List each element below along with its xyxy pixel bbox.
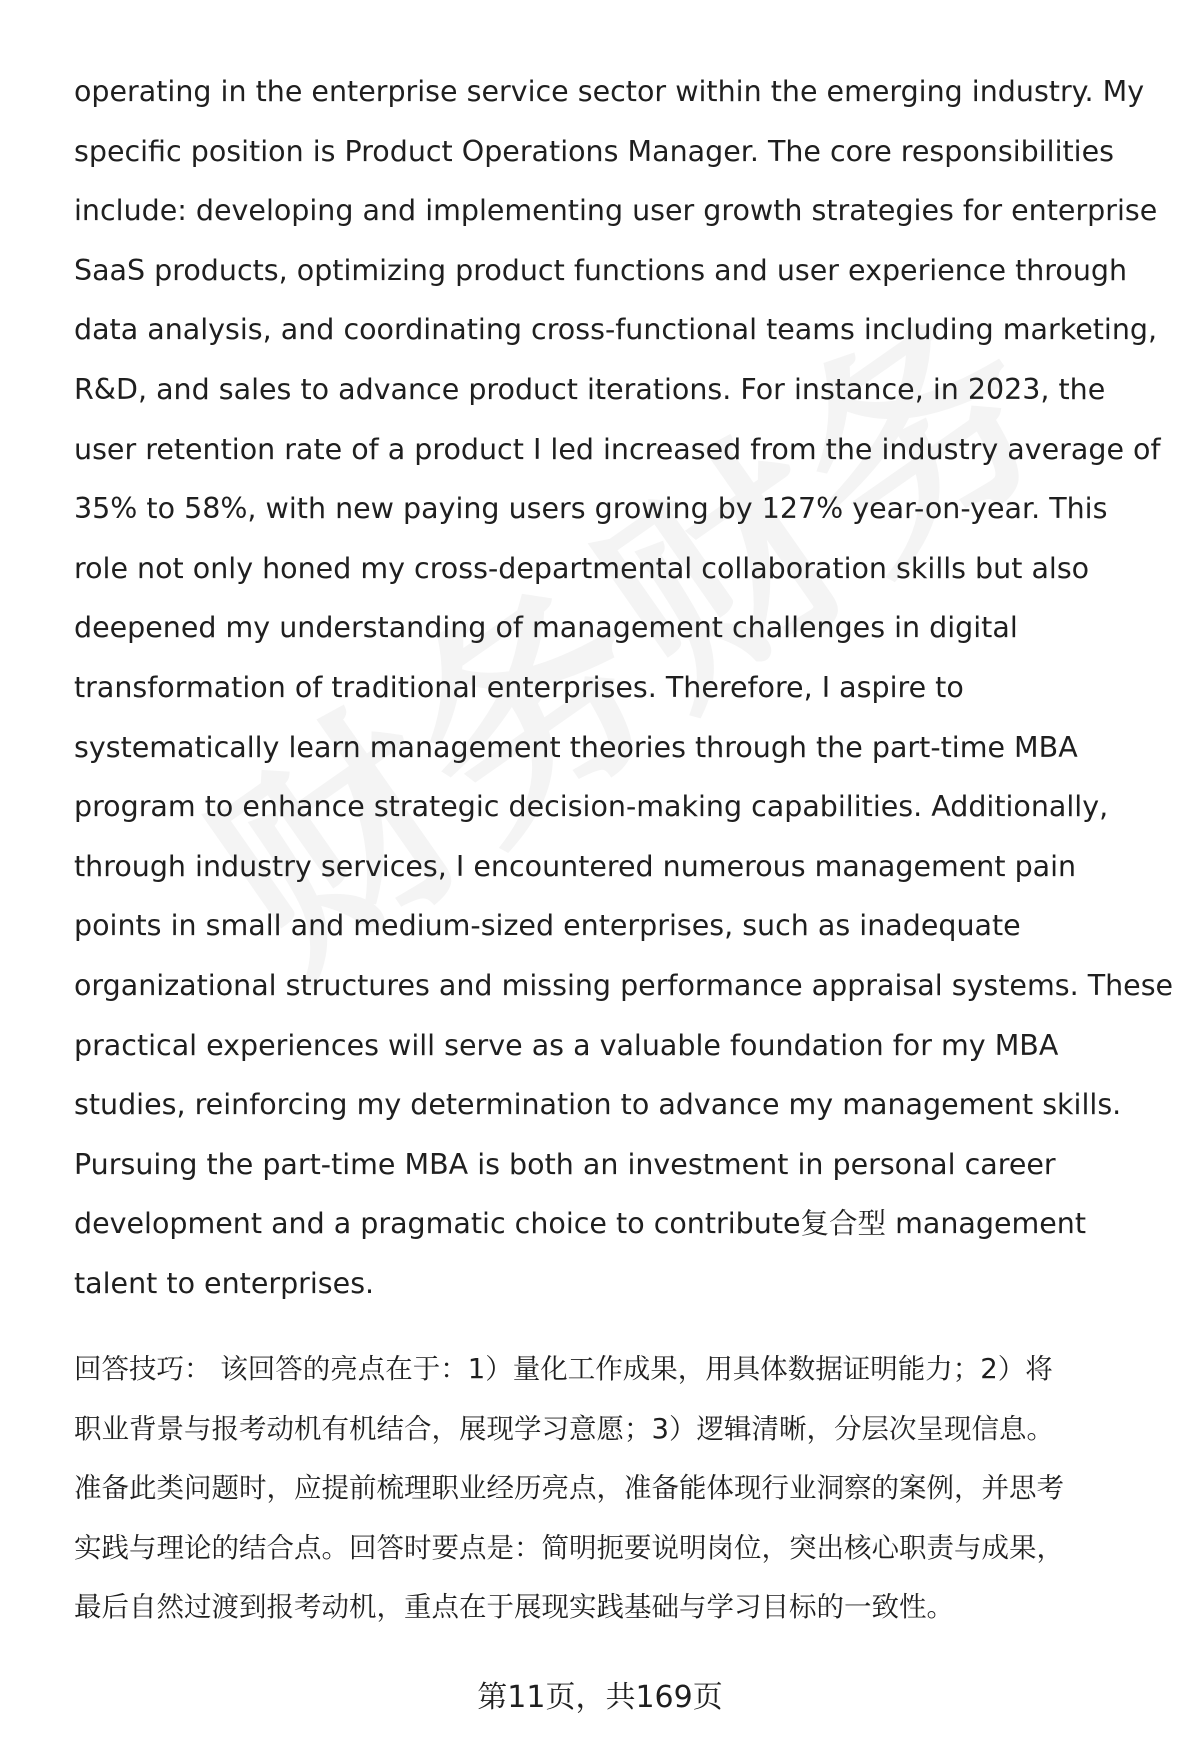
answer-tips: [74, 1340, 1164, 1638]
body-line: user retention rate of a product I led increased from the industry average of: [74, 432, 1161, 466]
tips-line: 最后自然过渡到报考动机，重点在于展现实践基础与学习目标的一致性。: [74, 1591, 954, 1624]
body-line: development and a pragmatic choice to contribute复合型 management: [74, 1207, 1087, 1241]
body-line: R&D, and sales to advance product iterations. For instance, in 2023, the: [74, 372, 1106, 406]
body-line: through industry services, I encountered numerous management pain: [74, 849, 1077, 883]
body-line: deepened my understanding of management challenges in digital: [74, 611, 1018, 645]
body-line: transformation of traditional enterprises. Therefore, I aspire to: [74, 670, 964, 704]
body-line: include: developing and implementing user growth strategies for enterprise: [74, 194, 1158, 228]
body-line: studies, reinforcing my determination to advance my management skills.: [74, 1088, 1122, 1122]
tips-line: 职业背景与报考动机有机结合，展现学习意愿；3）逻辑清晰，分层次呈现信息。: [74, 1412, 1054, 1445]
tips-line: 准备此类问题时，应提前梳理职业经历亮点，准备能体现行业洞察的案例，并思考: [74, 1472, 1064, 1505]
body-line: data analysis, and coordinating cross-functional teams including marketing,: [74, 313, 1158, 347]
body-line: practical experiences will serve as a valuable foundation for my MBA: [74, 1028, 1059, 1062]
tips-line: 回答技巧： 该回答的亮点在于：1）量化工作成果，用具体数据证明能力；2）将: [74, 1353, 1053, 1385]
body-line: program to enhance strategic decision-making capabilities. Additionally,: [74, 790, 1109, 824]
body-line: points in small and medium-sized enterprises, such as inadequate: [74, 909, 1021, 943]
body-line: SaaS products, optimizing product functions and user experience through: [74, 253, 1128, 287]
body-line: operating in the enterprise service sector within the emerging industry. My: [74, 75, 1145, 108]
answer-body: [74, 62, 1174, 1313]
body-line: talent to enterprises.: [74, 1266, 375, 1300]
body-line: 35% to 58%, with new paying users growing by 127% year-on-year. This: [74, 492, 1108, 526]
body-line: systematically learn management theories through the part-time MBA: [74, 730, 1078, 764]
page-number: 第11页，共169页: [477, 1680, 723, 1715]
tips-line: 实践与理论的结合点。回答时要点是：简明扼要说明岗位，突出核心职责与成果，: [74, 1531, 1064, 1564]
body-line: organizational structures and missing performance appraisal systems. These: [74, 968, 1174, 1002]
body-line: specific position is Product Operations Manager. The core responsibilities: [74, 134, 1114, 168]
body-line: Pursuing the part-time MBA is both an investment in personal career: [74, 1147, 1056, 1181]
body-line: role not only honed my cross-departmental collaboration skills but also: [74, 551, 1090, 585]
